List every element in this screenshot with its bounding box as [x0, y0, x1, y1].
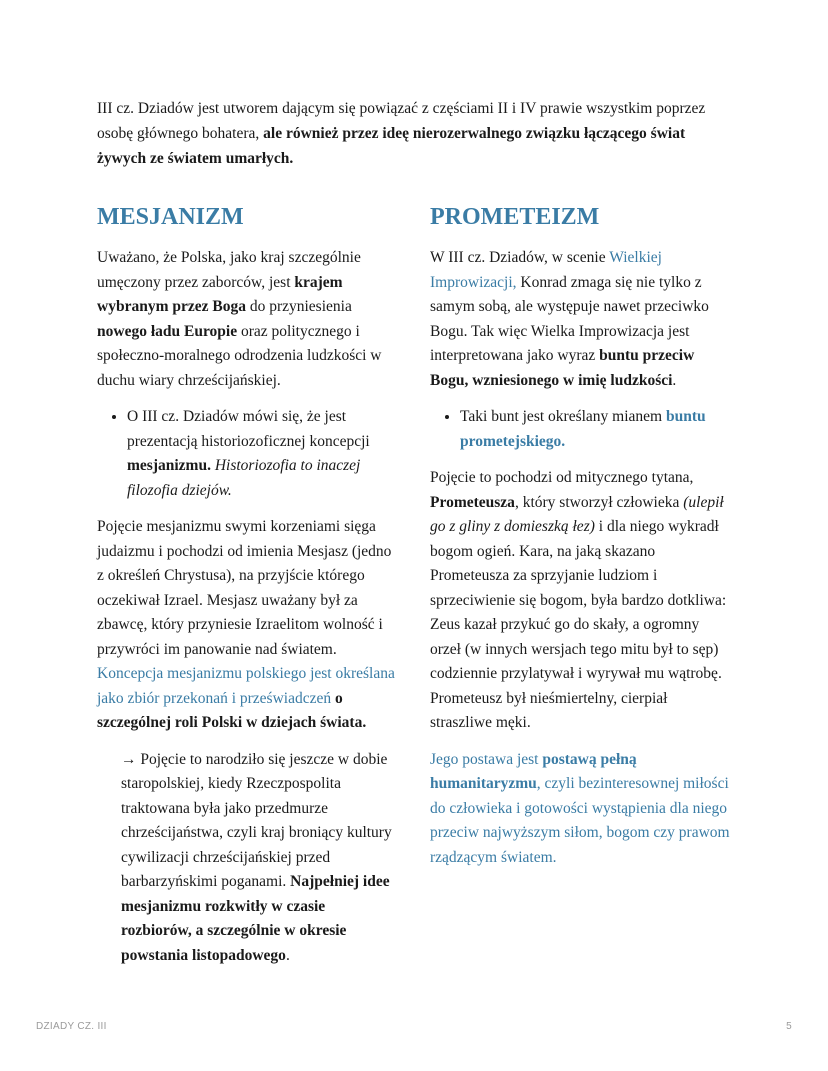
mesjanizm-bullet-list: [97, 405, 397, 503]
mesjanizm-paragraph-2: Pojęcie mesjanizmu swymi korzeniami sięga judaizmu i pochodzi od imienia Mesjasz (jedno z określeń Chrystusa), na przyjście którego oczekiwał Izrael. Mesjasz uważany był za zbawcę, który przyniesie Izraelitom wolność i przywróci im panowanie nad światem. Koncepcja mesjanizmu polskiego jest określana jako zbiór przekonań i przeświadczeń o szczególnej roli Polski w dziejach świata.: [97, 518, 395, 731]
mesjanizm-paragraph-3: → Pojęcie to narodziło się jeszcze w dobie staropolskiej, kiedy Rzeczpospolita traktowana była jako przedmurze chrześcijaństwa, czyli kraj broniący kultury cywilizacji chrześcijańskiej przed barbarzyńskimi poganami. Najpełniej idee mesjanizmu rozkwitły w czasie rozbiorów, a szczególnie w okresie powstania listopadowego.: [121, 750, 392, 964]
prometeizm-paragraph-2: Pojęcie to pochodzi od mitycznego tytana, Prometeusza, który stworzył człowieka (ulepił go z gliny z domieszką łez) i dla niego wykradł bogom ogień. Kara, na jaką skazano Prometeusza za sprzyjanie ludziom i sprzeciwienie się bogom, była bardzo dotkliwa: Zeus kazał przykuć go do skały, a ogromny orzeł (w innych wersjach tego mitu był to sęp) codziennie przylatywał i wyrywał mu wątrobę. Prometeusz był nieśmiertelny, cierpiał straszliwe męki.: [430, 469, 727, 731]
mesjanizm-heading: MESJANIZM: [97, 204, 244, 230]
mesjanizm-column: [97, 198, 397, 980]
prometeizm-column: [430, 198, 732, 882]
mesjanizm-paragraph-1: Uważano, że Polska, jako kraj szczególnie umęczony przez zaborców, jest krajem wybranym przez Boga do przyniesienia nowego ładu Europie oraz politycznego i społeczno-moralnego odrodzenia ludzkości w duchu wiary chrześcijańskiej.: [97, 249, 382, 389]
prometeizm-paragraph-1: W III cz. Dziadów, w scenie Wielkiej Improwizacji, Konrad zmaga się nie tylko z samym sobą, ale występuje nawet przeciwko Bogu. Tak więc Wielka Improwizacja jest interpretowana jako wyraz buntu przeciw Bogu, wzniesionego w imię ludzkości.: [430, 249, 709, 389]
intro-paragraph: [97, 96, 737, 171]
footer-title: DZIADY CZ. III: [36, 1021, 107, 1032]
list-item: • Taki bunt jest określany mianem buntu prometejskiego.: [460, 405, 732, 454]
prometeizm-heading: PROMETEIZM: [430, 204, 600, 230]
intro-bold-text: ale również przez ideę nierozerwalnego związku łączącego świat żywych ze światem umarłych.: [97, 125, 686, 167]
list-item: • O III cz. Dziadów mówi się, że jest prezentacją historiozoficznej koncepcji mesjanizmu. Historiozofia to inaczej filozofia dziejów.: [127, 405, 397, 503]
page-number: 5: [786, 1021, 792, 1032]
prometeizm-paragraph-3: Jego postawa jest postawą pełną humanitaryzmu, czyli bezinteresownej miłości do człowieka i gotowości wystąpienia dla niego przeciw najwyższym siłom, bogom czy prawom rządzącym światem.: [430, 750, 730, 866]
intro-text: III cz. Dziadów jest utworem dającym się powiązać z częściami II i IV prawie wszystkim poprzez osobę głównego bohatera,: [97, 100, 706, 142]
prometeizm-bullet-list: [430, 405, 732, 454]
